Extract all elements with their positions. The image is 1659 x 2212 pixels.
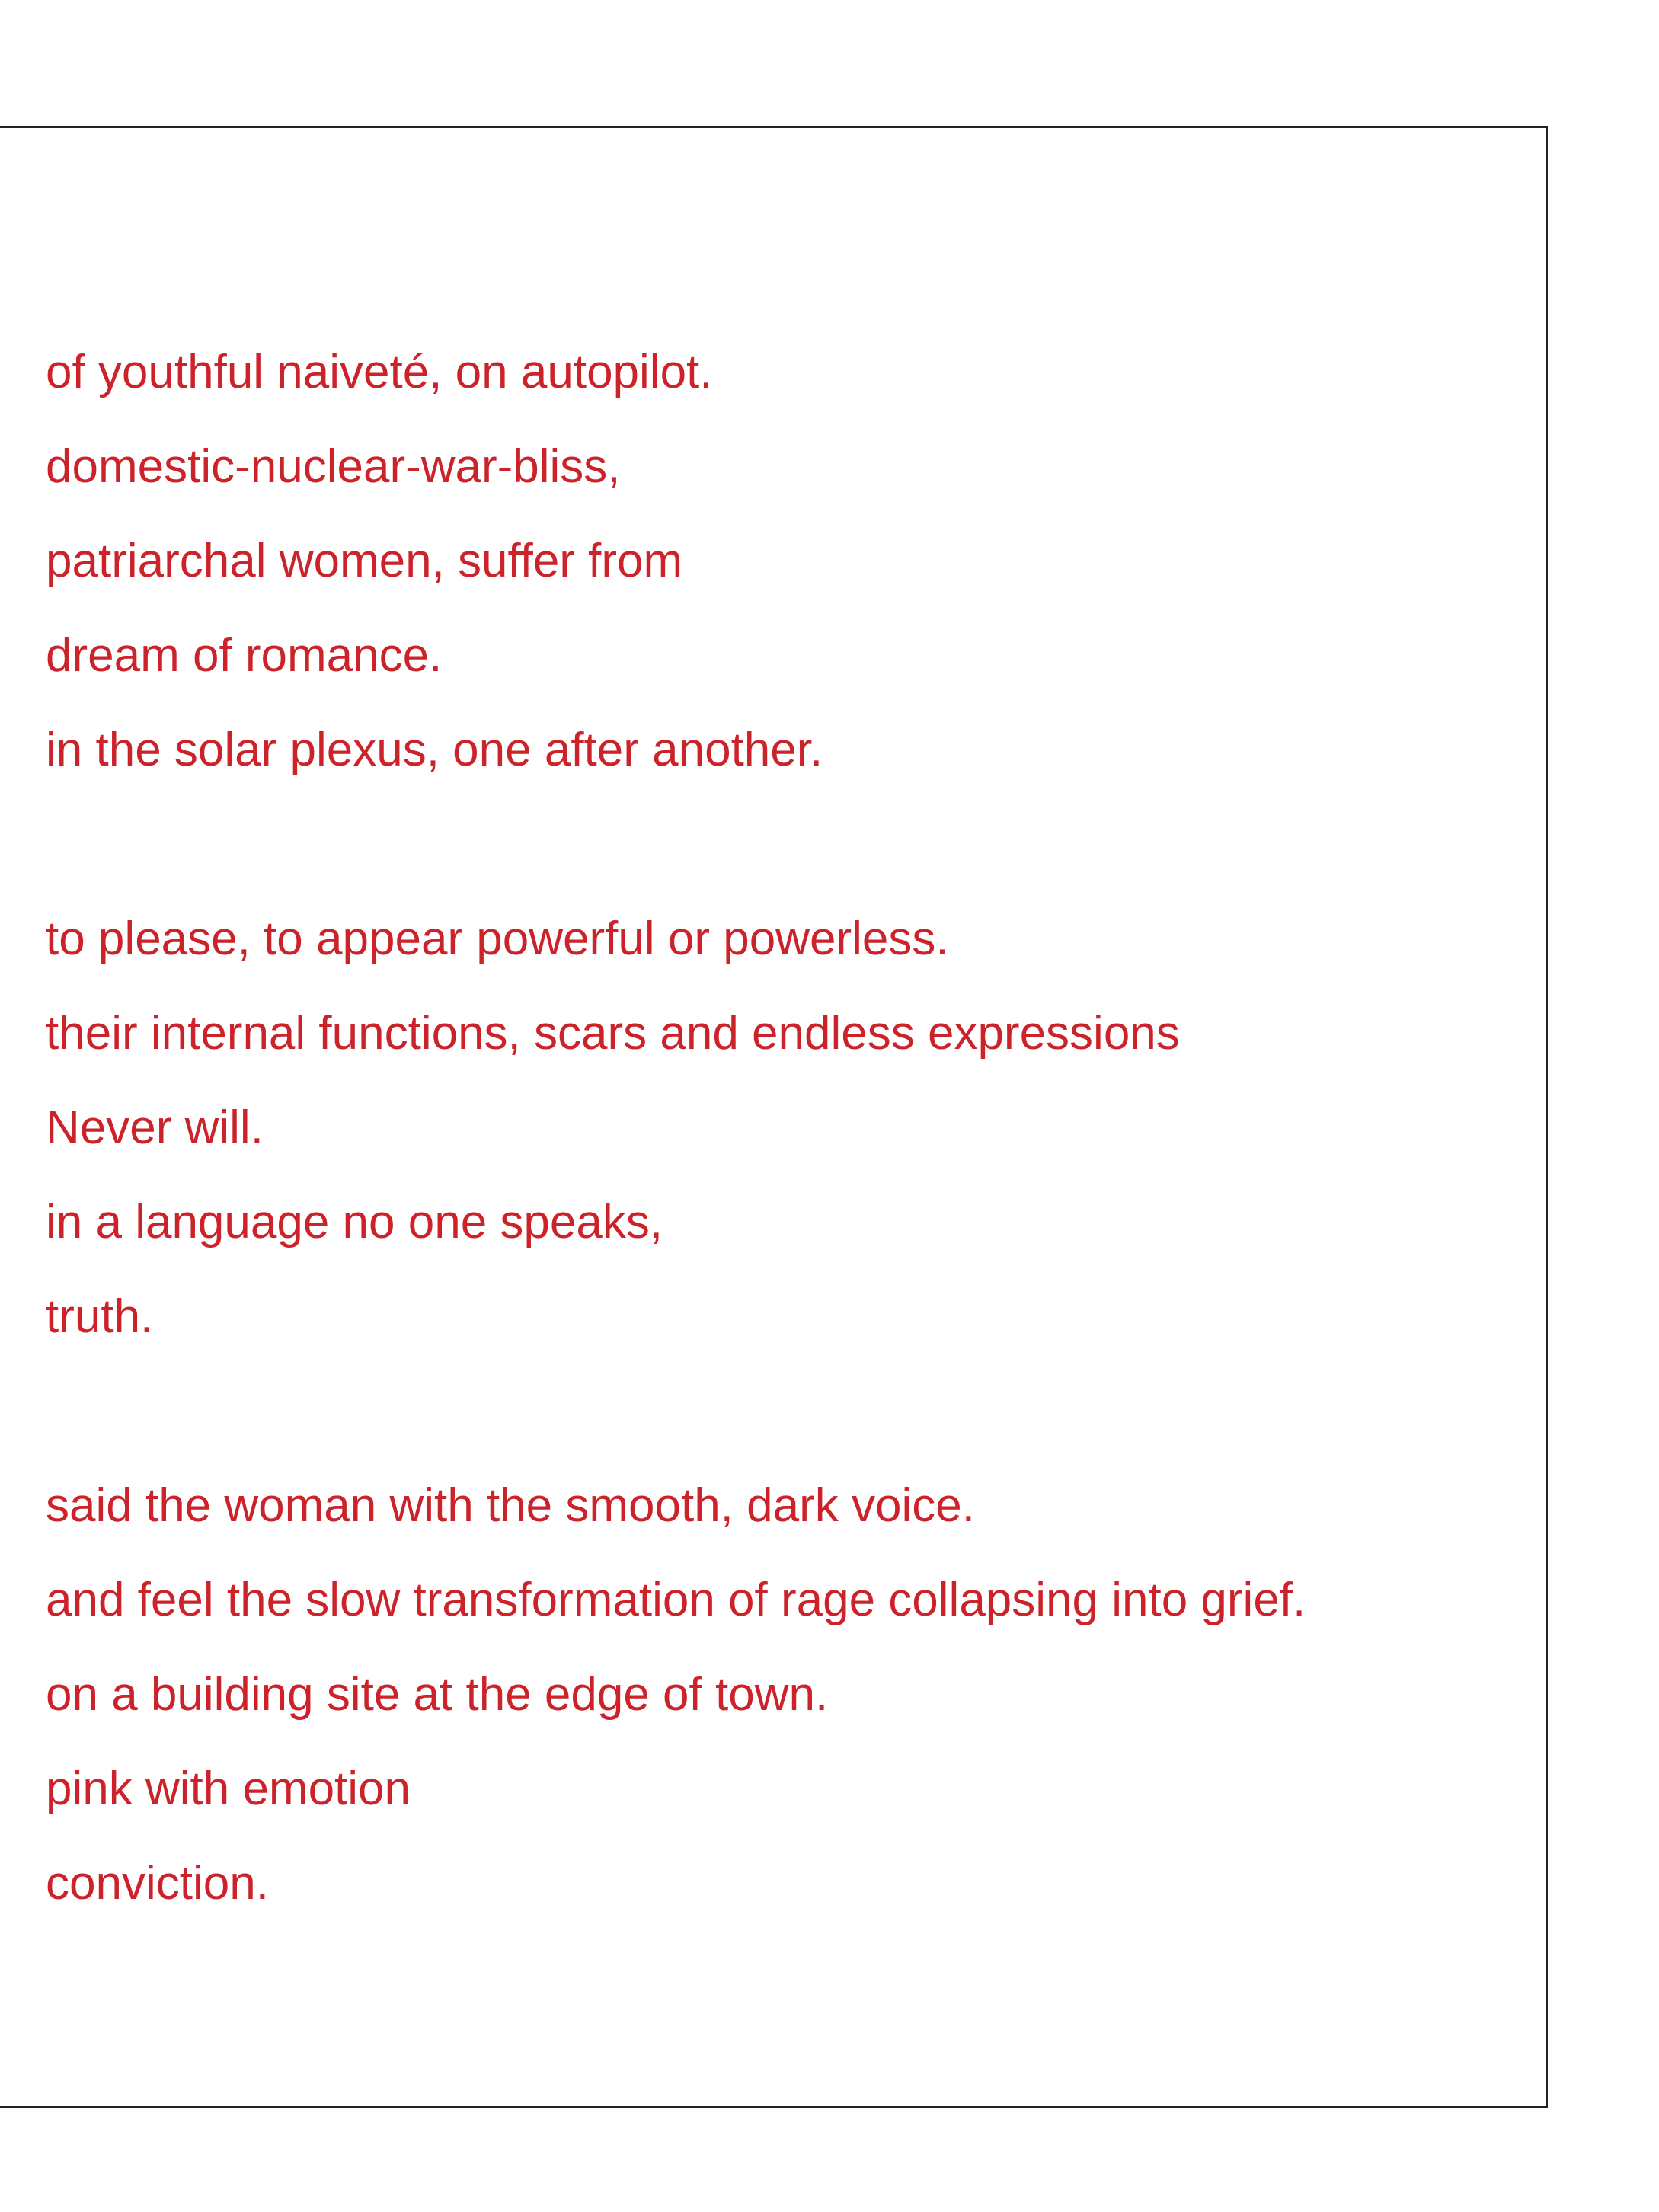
poem-line: their internal functions, scars and endless expressions [46,1007,1180,1060]
poem-line: patriarchal women, suffer from [46,535,683,587]
poem-line: and feel the slow transformation of rage collapsing into grief. [46,1574,1306,1626]
stanza-2 [46,892,1306,1364]
poem-line: conviction. [46,1857,269,1910]
poem-line: in the solar plexus, one after another. [46,724,823,776]
poem-line: dream of romance. [46,629,443,682]
poem-line: Never will. [46,1101,264,1154]
poem-line: on a building site at the edge of town. [46,1668,829,1721]
poem [46,325,1306,1931]
poem-line: said the woman with the smooth, dark voice. [46,1479,975,1532]
poem-line: to please, to appear powerful or powerless. [46,913,949,965]
stanza-3 [46,1459,1306,1931]
poem-line: of youthful naiveté, on autopilot. [46,346,713,398]
poem-line: in a language no one speaks, [46,1196,663,1248]
stanza-1 [46,325,1306,798]
poem-line: domestic-nuclear-war-bliss, [46,440,621,493]
poem-line: truth. [46,1290,154,1343]
poem-line: pink with emotion [46,1763,411,1815]
